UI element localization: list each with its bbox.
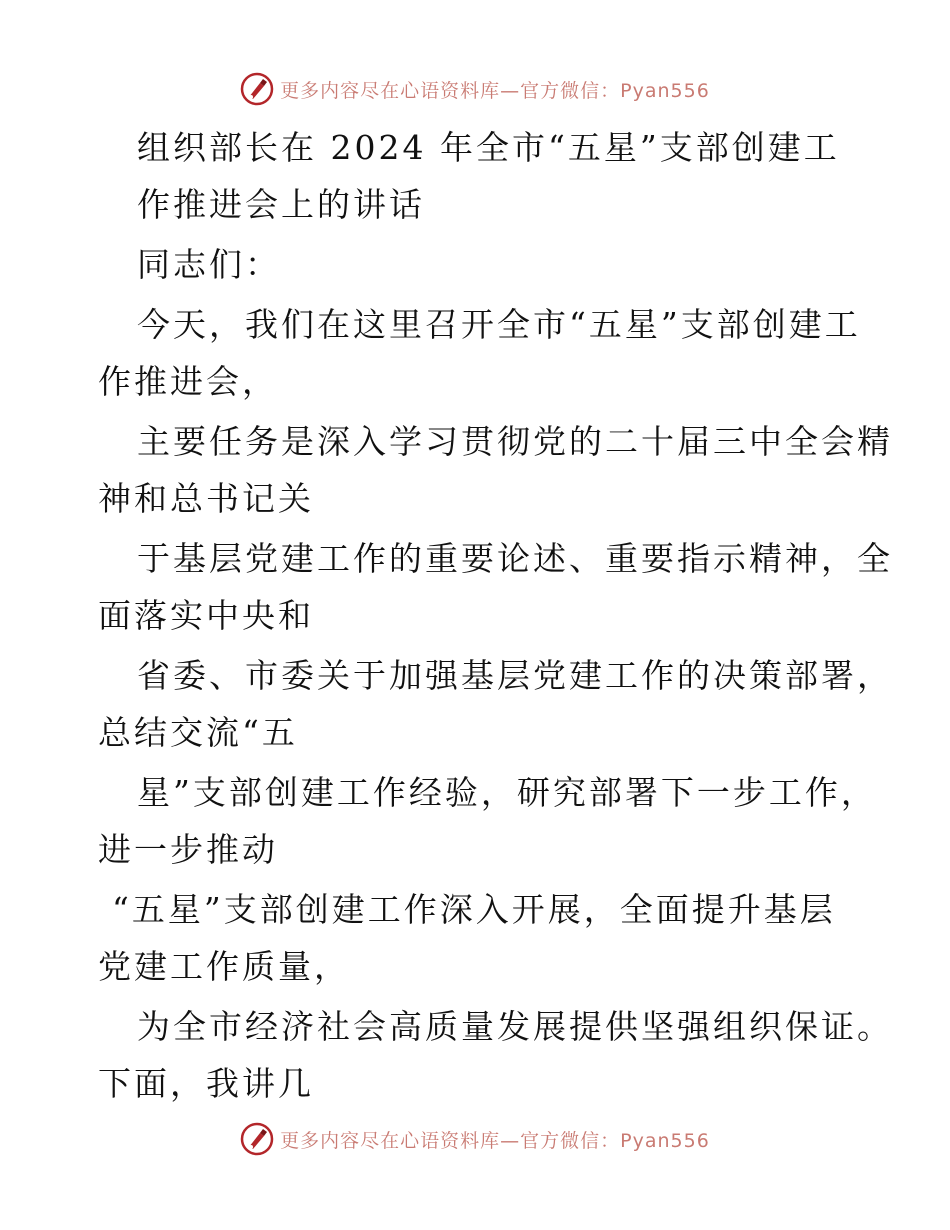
body-line: 神和总书记关 [98,479,314,518]
pen-nib-logo-icon [240,72,274,106]
title-line-1: 组织部长在 2024 年全市“五星”支部创建工 [137,128,840,167]
salutation: 同志们： [137,245,281,284]
header-watermark-banner [0,72,950,106]
body-line: 为全市经济社会高质量发展提供坚强组织保证。 [137,1007,893,1046]
body-line: 今天，我们在这里召开全市“五星”支部创建工 [137,305,861,344]
body-line: 星”支部创建工作经验，研究部署下一步工作， [137,773,877,812]
watermark-text: 更多内容尽在心语资料库—官方微信：Pyan556 [280,79,710,102]
body-line: 主要任务是深入学习贯彻党的二十届三中全会精 [137,422,893,461]
body-line: 进一步推动 [98,830,278,869]
footer-watermark-banner [0,1122,950,1156]
body-line: 下面，我讲几 [98,1064,314,1103]
body-line: 党建工作质量， [98,947,350,986]
watermark-text: 更多内容尽在心语资料库—官方微信：Pyan556 [280,1129,710,1152]
body-line: 于基层党建工作的重要论述、重要指示精神，全 [137,539,893,578]
pen-nib-logo-icon [240,1122,274,1156]
body-line: 总结交流“五 [98,713,298,752]
body-line: 省委、市委关于加强基层党建工作的决策部署， [137,656,893,695]
body-line: “五星”支部创建工作深入开展，全面提升基层 [112,890,836,929]
body-line: 作推进会， [98,362,278,401]
body-line: 面落实中央和 [98,596,314,635]
title-line-2: 作推进会上的讲话 [137,185,425,224]
